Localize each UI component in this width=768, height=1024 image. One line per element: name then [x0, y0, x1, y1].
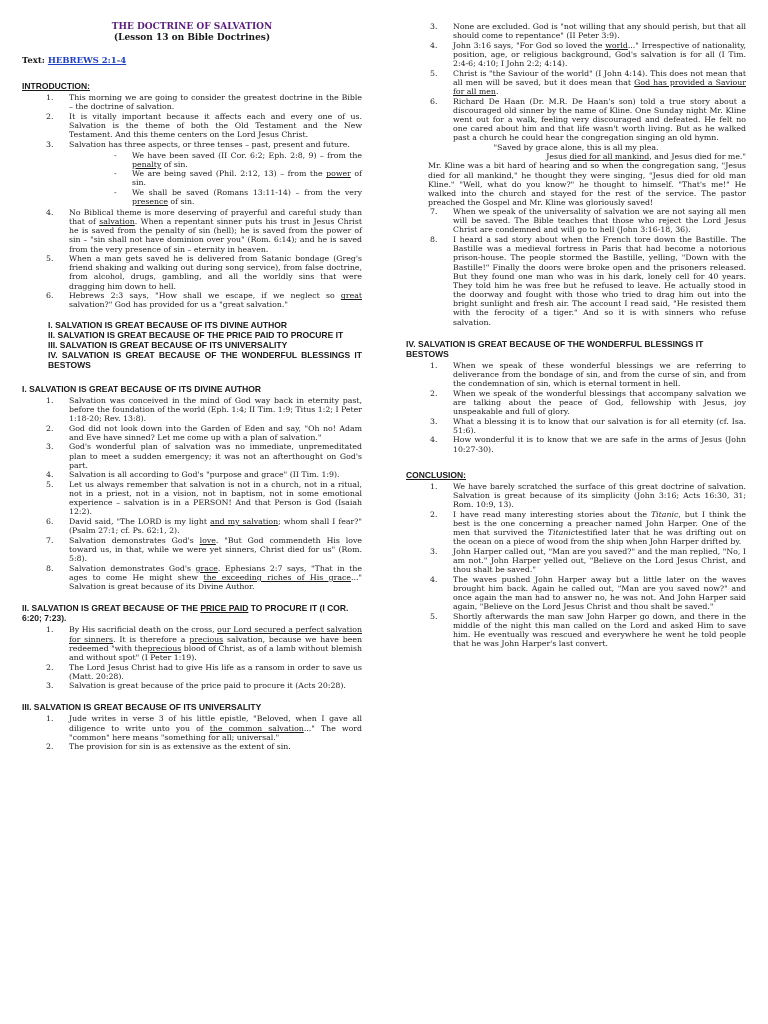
outline-point: IV. SALVATION IS GREAT BECAUSE OF THE WONDERFUL BLESSINGS IT BESTOWS — [48, 349, 362, 370]
list-item: 3. None are excluded. God is "not willing that any should perish, but that all should come to repentance" (II Peter 3:9). — [430, 22, 746, 41]
list-item: 1. When we speak of these wonderful blessings we are referring to deliverance from the bondage of sin, and from the curse of sin, and from the condemnation of sin, which is eternal torment in hell. — [430, 360, 746, 388]
list-item: 3. God's wonderful plan of salvation was no immediate, unpremeditated plan to meet a sudden emergency; it was not an afterthought on God's part. — [46, 442, 362, 470]
introduction-heading: INTRODUCTION: — [22, 81, 90, 91]
list-item: 1. Salvation was conceived in the mind of God way back in eternity past, before the foundation of the world (Eph. 1:4; II Tim. 1:9; Titus 1:2; I Peter 1:18-20; Rev. 13:8). — [46, 395, 362, 423]
list-item: - We are being saved (Phil. 2:12, 13) – from the power of sin. — [114, 169, 362, 188]
list-item: 2. It is vitally important because it affects each and every one of us. Salvation is the theme of both the Old Testament and the New Testament. And this theme centers on the Lord Jesus Christ. — [46, 111, 362, 140]
list-item: 1. Jude writes in verse 3 of his little epistle, "Beloved, when I gave all diligence to write unto you of the common salvation..." The word "common" here means "something for all; universal." — [46, 714, 362, 742]
list-item: 1. By His sacrificial death on the cross, our Lord secured a perfect salvation for sinners. It is therefore a precious salvation, because we have been redeemed "with theprecious blood of Christ, as of a lamb without blemish and without spot" (I Peter 1:19). — [46, 625, 363, 662]
list-item: 4. John 3:16 says, "For God so loved the world..." Irrespective of nationality, position, age, or religious background, God's salvation is for all (I Tim. 2:4-6; 4:10; I John 2:2; 4:14). — [430, 40, 746, 69]
tenses-list — [114, 151, 362, 206]
list-item: 5. Shortly afterwards the man saw John Harper go down, and there in the middle of the night this man called on the Lord and asked Him to save him. He eventually was rescued and everywhere he went he told people that he was John Harper's last convert. — [430, 611, 746, 649]
list-item: 3. John Harper called out, "Man are you saved?" and the man replied, "No, I am not." John Harper yelled out, "Believe on the Lord Jesus Christ, and thou shalt be saved." — [430, 546, 746, 575]
list-item: 7. When we speak of the universality of salvation we are not saying all men will be saved. The Bible teaches that those who reject the Lord Jesus Christ are condemned and will go to hell (John 3:16-18, 36). — [430, 207, 746, 235]
left-column — [22, 22, 362, 752]
section-2-heading: II. SALVATION IS GREAT BECAUSE OF THE PRICE PAID TO PROCURE IT (I COR. 6:20; 7:23). — [22, 603, 349, 624]
page-title: THE DOCTRINE OF SALVATION — [111, 22, 273, 32]
text-reference — [22, 56, 362, 67]
conclusion-heading: CONCLUSION: — [406, 469, 466, 480]
scripture-link[interactable]: HEBREWS 2:1-4 — [47, 56, 127, 66]
list-item: 4. How wonderful it is to know that we are safe in the arms of Jesus (John 10:27-30). — [430, 435, 746, 454]
section-4-list — [406, 361, 746, 454]
outline-point: III. SALVATION IS GREAT BECAUSE OF ITS UNIVERSALITY — [48, 339, 288, 350]
intro-list-continued — [22, 208, 362, 310]
text-label: Text: — [22, 56, 45, 66]
page-subtitle: (Lesson 13 on Bible Doctrines) — [113, 33, 271, 43]
section-1-list — [22, 396, 362, 592]
section-3-list-continued — [406, 22, 746, 143]
list-item: 1. We have barely scratched the surface of this great doctrine of salvation. Salvation is great because of its simplicity (John 3:16; Acts 16:30, 31; Rom. 10:9, 13). — [430, 481, 746, 510]
list-item: 3. What a blessing it is to know that our salvation is for all eternity (cf. Isa. 51:6). — [430, 416, 746, 435]
section-3-heading: III. SALVATION IS GREAT BECAUSE OF ITS UNIVERSALITY — [22, 702, 262, 713]
list-item: 5. Christ is "the Saviour of the world" (I John 4:14). This does not mean that all men will be saved, but it does mean that God has provided a Saviour for all men. — [430, 68, 746, 97]
list-item: 4. The waves pushed John Harper away but a little later on the waves brought him back. Again he called out, "Man are you saved now?" and once again the man had to answer no, he was not. And John Harper said again, "Believe on the Lord Jesus Christ and thou shalt be saved." — [430, 574, 746, 612]
outline-point: II. SALVATION IS GREAT BECAUSE OF THE PRICE PAID TO PROCURE IT — [48, 329, 344, 340]
list-item: 8. Salvation demonstrates God's grace. Ephesians 2:7 says, "That in the ages to come He might shew the exceeding riches of His grace..." Salvation is great because of its Divine Author. — [46, 563, 363, 592]
list-item: 2. When we speak of the wonderful blessings that accompany salvation we are talking about the peace of God, fellowship with Jesus, joy unspeakable and full of glory. — [430, 388, 746, 416]
list-item: 2. The provision for sin is as extensive as the extent of sin. — [46, 742, 291, 752]
list-item: 6. Richard De Haan (Dr. M.R. De Haan's son) told a true story about a discouraged old sinner by the name of Kline. One Sunday night Mr. Kline went out for a walk, feeling very discouraged and defeated. He felt no one cared about him and that life wasn't worth living. But as he walked past a church he could hear the congregation singing an old hymn. — [430, 96, 746, 143]
list-item: - We shall be saved (Romans 13:11-14) – from the very presence of sin. — [114, 187, 362, 206]
list-item: 6. David said, "The LORD is my light and my salvation; whom shall I fear?" (Psalm 27:1; cf. Ps. 62:1, 2). — [46, 517, 362, 536]
hymn-quote-line-1: "Saved by grace alone, this is all my plea. — [493, 143, 659, 153]
list-item: 1. This morning we are going to consider the greatest doctrine in the Bible – the doctrine of salvation. — [46, 93, 362, 112]
intro-list — [22, 93, 362, 149]
section-3-list-end — [406, 207, 746, 327]
section-3-list — [22, 714, 362, 751]
list-item: 2. The Lord Jesus Christ had to give His life as a ransom in order to save us (Matt. 20:28). — [46, 662, 362, 681]
hymn-quote-line-2: Jesus died for all mankind, and Jesus died for me." — [546, 152, 746, 162]
list-item: 3. Salvation is great because of the price paid to procure it (Acts 20:28). — [46, 681, 346, 691]
list-item: 6. Hebrews 2:3 says, "How shall we escape, if we neglect so great salvation?" God has provided for us a "great salvation." — [46, 291, 362, 310]
section-1-heading: I. SALVATION IS GREAT BECAUSE OF ITS DIVINE AUTHOR — [22, 383, 261, 394]
list-item: 8. I heard a sad story about when the French tore down the Bastille. The Bastille was a medieval fortress in Paris that had become a notorious prison-house. The people stormed the Bastille, yelling, "Down with the Bastille!" Finally the doors were broke open and the prisoners released. But they found one man who was in his dark, lonely cell for 40 years. They told him he was free but he refused to leave. He actually stood in the doorway and fought with those who tried to drag him out into the bright sunlight and fresh air. The account I read said, "He resisted them with the ferocity of a tiger." And so it is with sinners who refuse salvation. — [430, 235, 746, 327]
sermon-outline — [48, 320, 362, 370]
list-item: 5. Let us always remember that salvation is not in a church, not in a ritual, not in a priest, not in a vision, not in baptism, not in some emotional experience – salvation is in a PERSON! And that Person is God (Isaiah 12:2). — [46, 480, 362, 517]
list-item: 4. Salvation is all according to God's "purpose and grace" (II Tim. 1:9). — [46, 470, 340, 480]
list-item: 2. God did not look down into the Garden of Eden and say, "Oh no! Adam and Eve have sinned? Let me come up with a plan of salvation." — [46, 423, 362, 442]
section-4-heading: IV. SALVATION IS GREAT BECAUSE OF THE WONDERFUL BLESSINGS IT BESTOWS — [406, 338, 704, 359]
conclusion-list — [406, 482, 746, 649]
outline-point: I. SALVATION IS GREAT BECAUSE OF ITS DIVINE AUTHOR — [48, 319, 287, 330]
list-item: 5. When a man gets saved he is delivered from Satanic bondage (Greg's friend shaking and walking out during song service), from false doctrine, from alcohol, drugs, gambling, and all the worldly sins that were dragging him down to hell. — [46, 254, 362, 291]
list-item: - We have been saved (II Cor. 6:2; Eph. 2:8, 9) – from the penalty of sin. — [114, 150, 362, 170]
list-item: 7. Salvation demonstrates God's love. "But God commendeth His love toward us, in that, while we were yet sinners, Christ died for us" (Rom. 5:8). — [46, 535, 362, 564]
section-2-list — [22, 625, 362, 690]
list-item: 2. I have read many interesting stories about the Titanic, but I think the best is the one concerning a preacher named John Harper. One of the men that survived the Titanictestified later that he was drifting out on the ocean on a piece of wood from the ship when John Harper drifted by. — [430, 509, 747, 547]
right-column — [406, 22, 746, 649]
list-item: 3. Salvation has three aspects, or three tenses – past, present and future. — [46, 139, 350, 149]
list-item: 4. No Biblical theme is more deserving of prayerful and careful study than that of salvation. When a repentant sinner puts his trust in Jesus Christ he is saved from the penalty of sin (hell); he is saved from the power of sin – "sin shall not have dominion over you" (Rom. 6:14); and he is saved from the very presence of sin – eternity in heaven. — [46, 207, 362, 254]
kline-story: Mr. Kline was a bit hard of hearing and so when the congregation sang, "Jesus died for all mankind," he thought they were singing, "Jesus died for old man Kline." "Well, what do you know?" he thought to himself. "That's me!" He walked into the church and stayed for the rest of the service. The pastor preached the Gospel and Mr. Kline was gloriously saved! — [428, 161, 746, 207]
